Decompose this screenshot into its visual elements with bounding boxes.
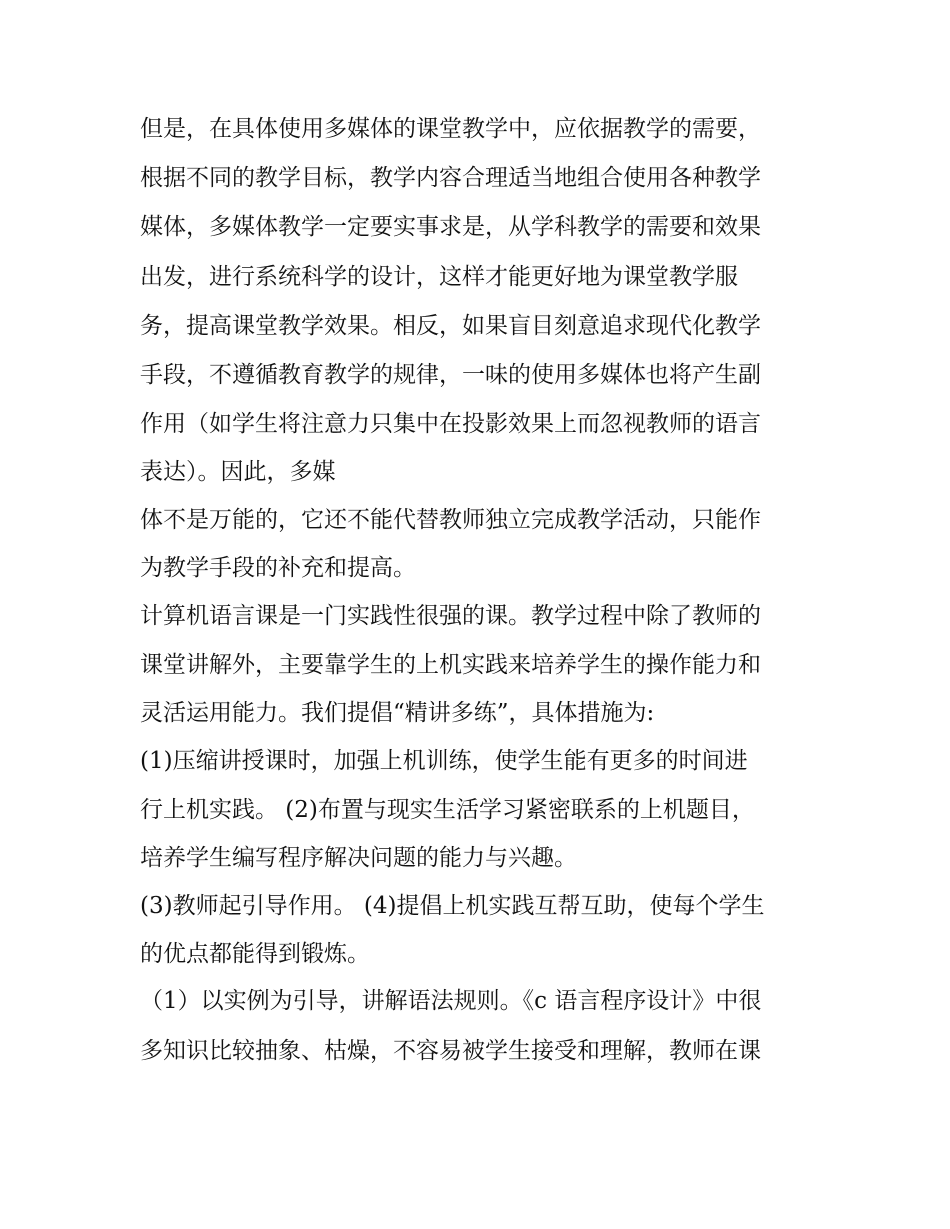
text-line: 但是，在具体使用多媒体的课堂教学中，应依据教学的需要， (140, 116, 761, 142)
text-line: 体不是万能的，它还不能代替教师独立完成教学活动，只能作 (140, 506, 761, 533)
text-line: (1)压缩讲授课时，加强上机训练，使学生能有更多的时间进 (140, 747, 748, 774)
text-line: 作用（如学生将注意力只集中在投影效果上而忽视教师的语言 (140, 411, 761, 438)
text-line: 培养学生编写程序解决问题的能力与兴趣。 (140, 845, 577, 872)
text-line: 多知识比较抽象、枯燥，不容易被学生接受和理解，教师在课 (140, 1037, 761, 1064)
text-line: (3)教师起引导作用。 (4)提倡上机实践互帮互助，使每个学生 (140, 892, 765, 919)
text-line: 的优点都能得到锻炼。 (140, 940, 370, 967)
body-text (140, 105, 820, 1076)
text-line: （1）以实例为引导，讲解语法规则。《c 语言程序设计》中很 (140, 988, 762, 1015)
text-line: 课堂讲解外，主要靠学生的上机实践来培养学生的操作能力和 (140, 651, 761, 678)
text-line: 计算机语言课是一门实践性很强的课。教学过程中除了教师的 (140, 602, 761, 629)
text-line: 行上机实践。 (2)布置与现实生活学习紧密联系的上机题目， (140, 796, 755, 823)
text-line: 手段，不遵循教育教学的规律，一味的使用多媒体也将产生副 (140, 361, 761, 388)
text-line: 务，提高课堂教学效果。相反，如果盲目刻意追求现代化教学 (140, 312, 761, 339)
text-line: 为教学手段的补充和提高。 (140, 555, 416, 582)
text-line: 出发，进行系统科学的设计，这样才能更好地为课堂教学服 (140, 263, 738, 290)
text-line: 根据不同的教学目标，教学内容合理适当地组合使用各种教学 (140, 165, 761, 192)
text-line: 表达）。因此，多媒 (140, 459, 336, 486)
text-line: 媒体，多媒体教学一定要实事求是，从学科教学的需要和效果 (140, 214, 761, 241)
text-line: 灵活运用能力。我们提倡“精讲多练”，具体措施为: (140, 700, 655, 727)
